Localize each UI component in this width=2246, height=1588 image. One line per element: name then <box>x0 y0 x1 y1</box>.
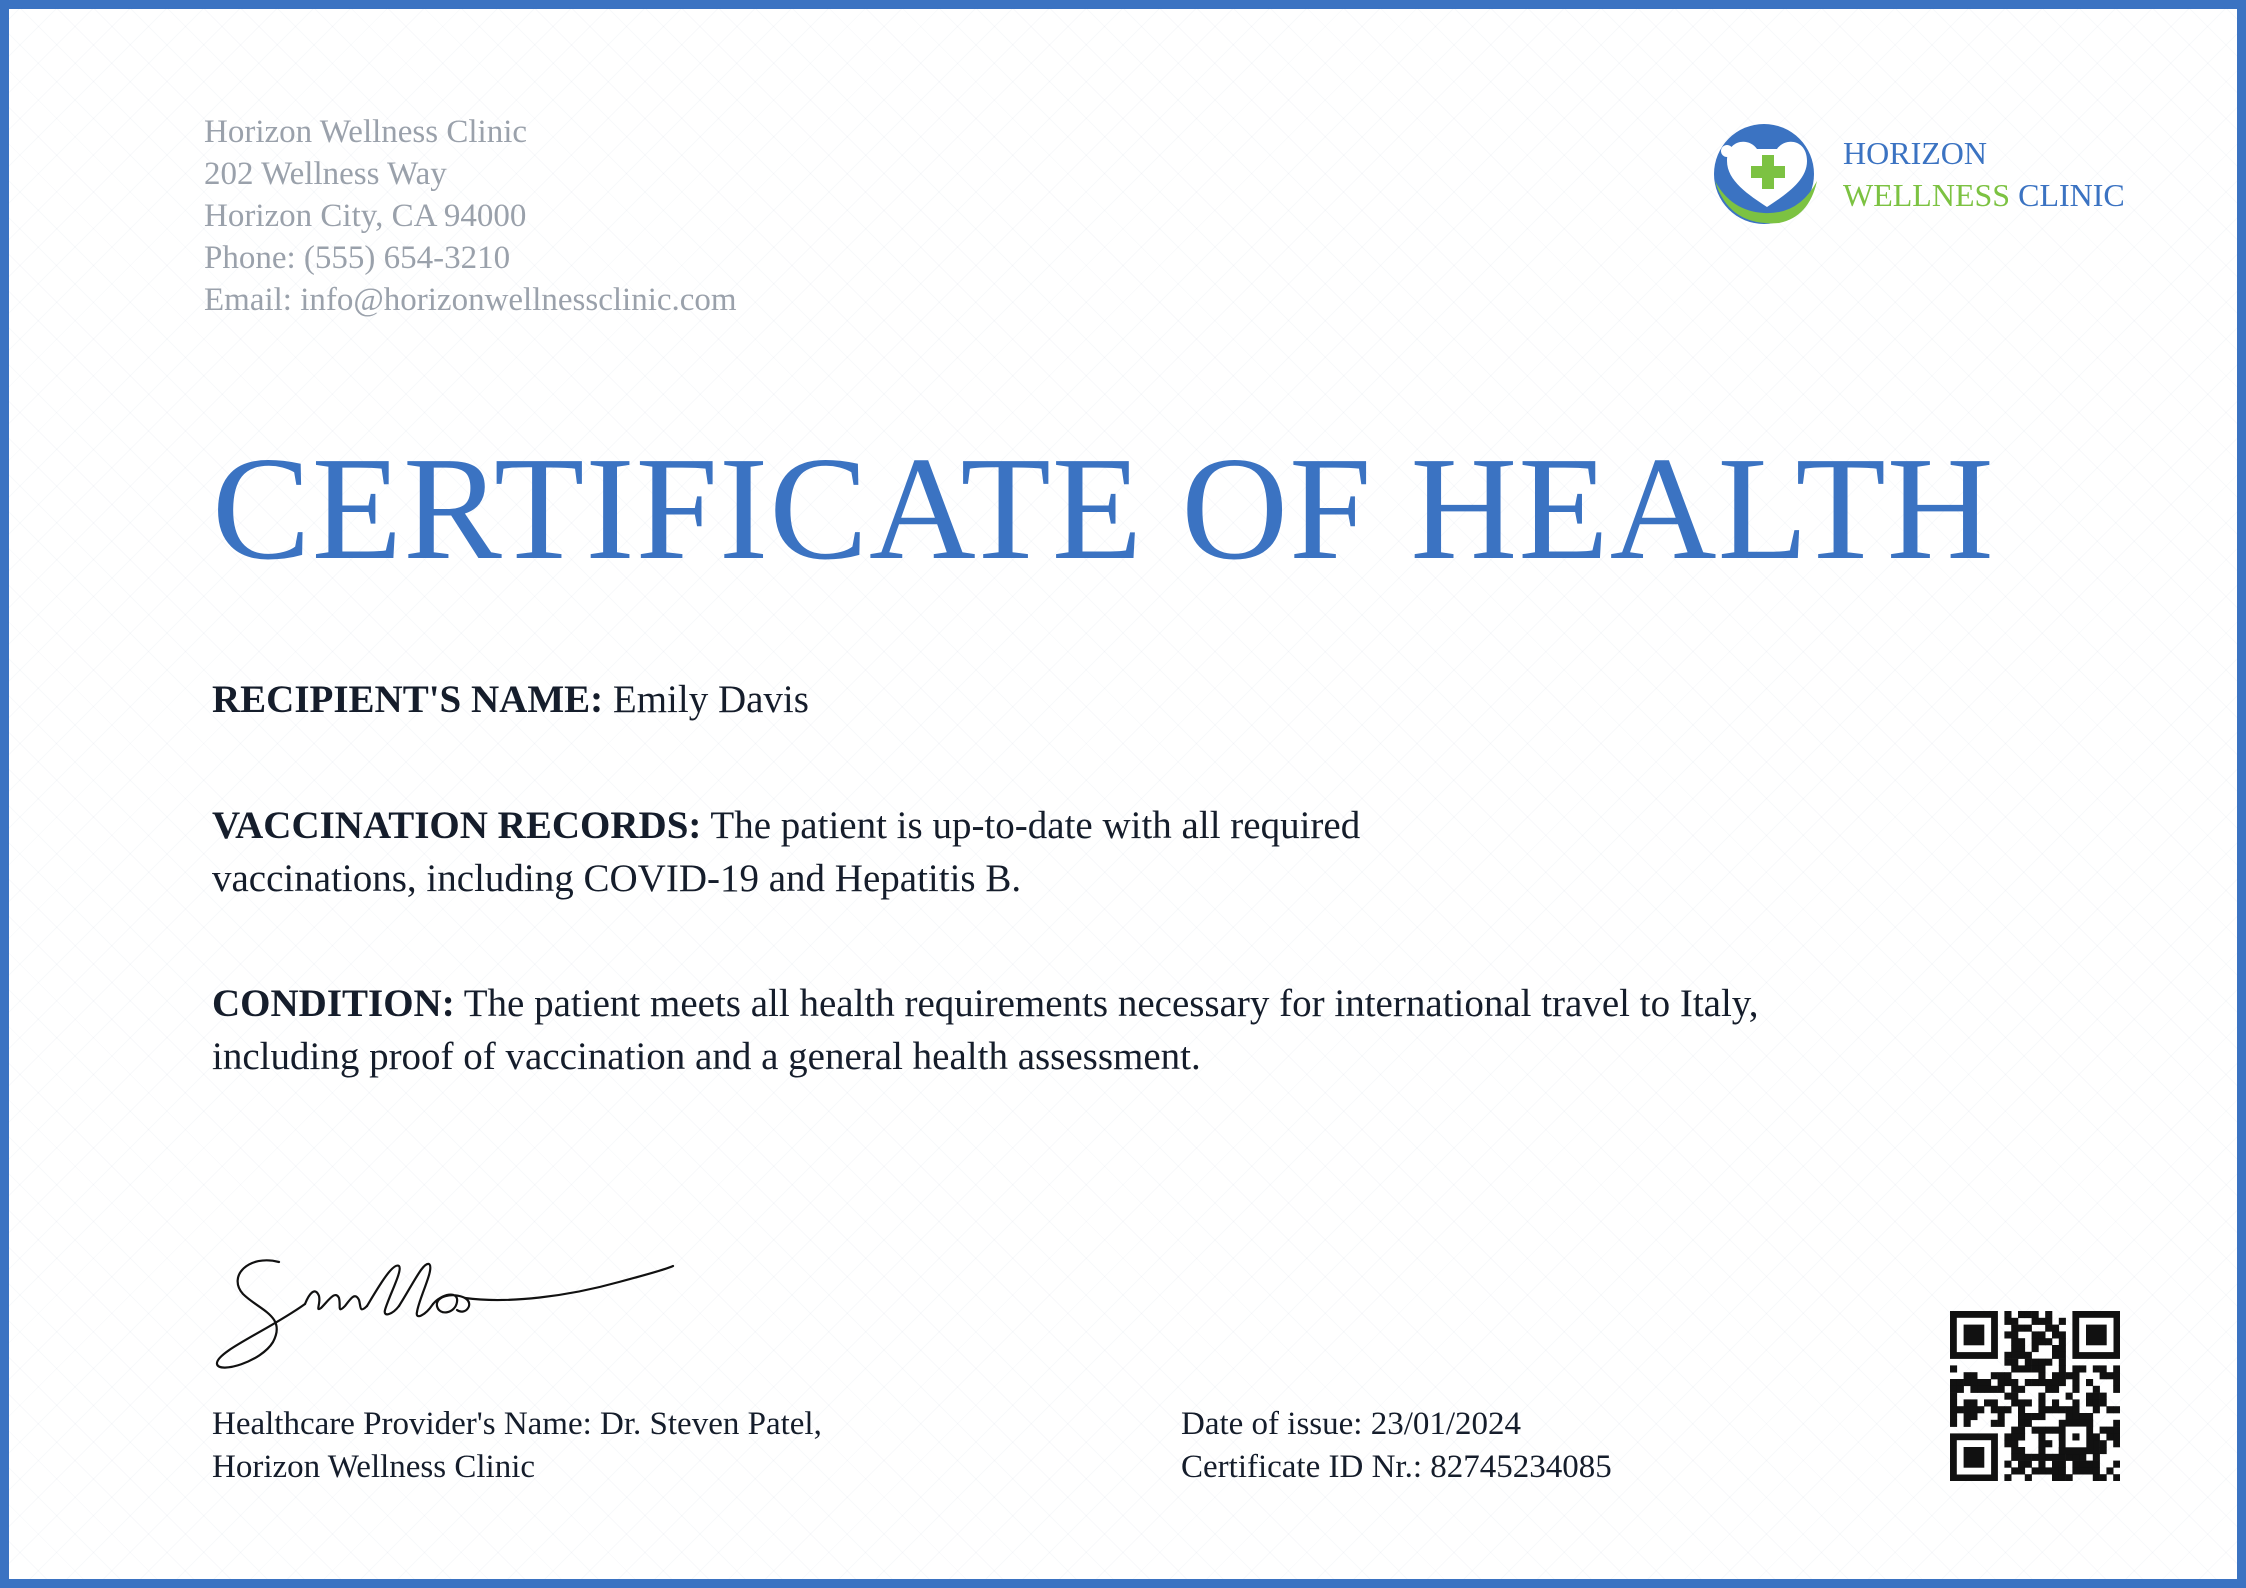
signature-image <box>209 1234 684 1384</box>
condition-value: The patient meets all health requirements necessary for international travel to Italy, including proof of vaccination and a general health assessment. <box>212 982 1759 1078</box>
clinic-logo <box>1709 119 2125 229</box>
clinic-phone: Phone: (555) 654-3210 <box>204 240 511 276</box>
certificate-id: Certificate ID Nr.: 82745234085 <box>1181 1449 1612 1485</box>
issue-date: Date of issue: 23/01/2024 <box>1181 1406 1522 1442</box>
provider-name: Healthcare Provider's Name: Dr. Steven Patel, <box>212 1406 822 1442</box>
qr-code-icon <box>1950 1311 2120 1481</box>
clinic-address <box>204 111 737 321</box>
condition-field <box>212 977 1852 1083</box>
provider-block <box>212 1403 822 1489</box>
recipient-value: Emily Davis <box>612 678 809 721</box>
vaccination-value: The patient is up-to-date with all required vaccinations, including COVID-19 and Hepatitis B. <box>212 804 1361 900</box>
clinic-name: Horizon Wellness Clinic <box>204 114 528 150</box>
vaccination-label: VACCINATION RECORDS: <box>212 804 702 847</box>
recipient-label: RECIPIENT'S NAME: <box>212 678 604 721</box>
clinic-city: Horizon City, CA 94000 <box>204 198 527 234</box>
condition-label: CONDITION: <box>212 982 455 1025</box>
recipient-field <box>212 673 809 726</box>
logo-word-wellness: WELLNESS <box>1843 177 2011 213</box>
certificate-title: CERTIFICATE OF HEALTH <box>212 427 1995 591</box>
vaccination-field <box>212 799 1412 905</box>
issue-block <box>1181 1403 1612 1489</box>
clinic-street: 202 Wellness Way <box>204 156 447 192</box>
heart-cross-icon <box>1709 119 1819 229</box>
logo-line1: HORIZON <box>1843 135 1987 171</box>
clinic-email: Email: info@horizonwellnessclinic.com <box>204 282 737 318</box>
logo-line2 <box>1843 174 2125 216</box>
logo-wordmark <box>1843 132 2125 216</box>
provider-clinic: Horizon Wellness Clinic <box>212 1449 536 1485</box>
logo-word-clinic: CLINIC <box>2018 177 2125 213</box>
